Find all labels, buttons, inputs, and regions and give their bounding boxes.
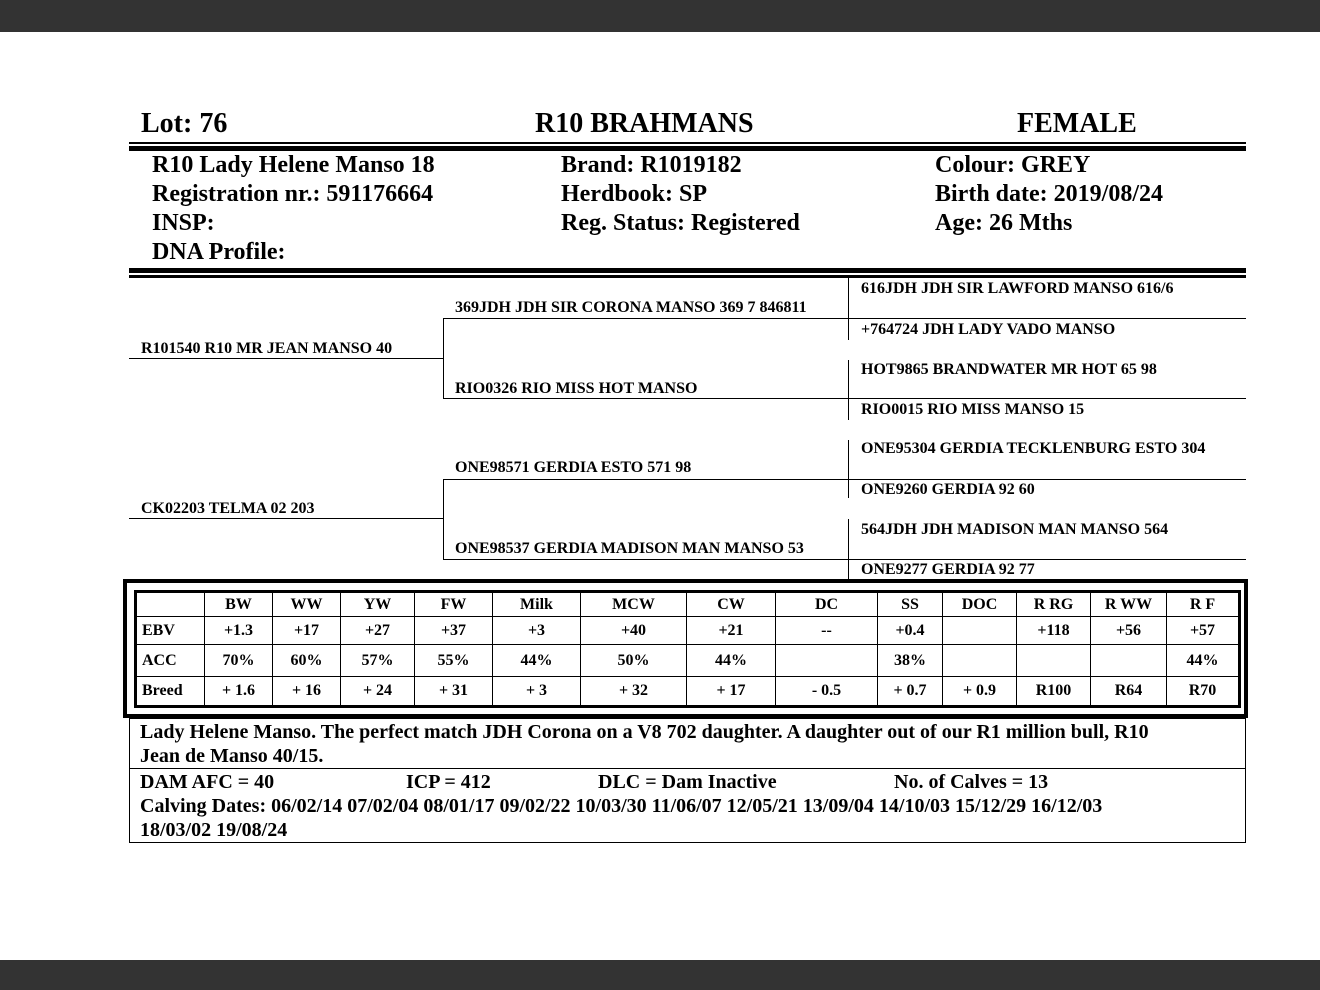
ebv-header-cell: MCW <box>581 592 687 617</box>
ebv-row-label: EBV <box>136 617 205 645</box>
breed-cell: + 0.7 <box>878 677 943 707</box>
colour: Colour: GREY <box>935 152 1091 178</box>
number-of-calves: No. of Calves = 13 <box>894 771 1049 793</box>
ebv-cell: +3 <box>493 617 581 645</box>
insp-label: INSP: <box>152 210 215 236</box>
pedigree-gen3-2: +764724 JDH LADY VADO MANSO <box>861 321 1116 338</box>
breed-row-label: Breed <box>136 677 205 707</box>
ebv-cell: -- <box>776 617 878 645</box>
breed-row <box>136 677 1240 707</box>
pedigree-dam: CK02203 TELMA 02 203 <box>141 500 315 517</box>
acc-cell: 57% <box>341 645 415 677</box>
acc-cell <box>1017 645 1091 677</box>
ebv-cell: +40 <box>581 617 687 645</box>
ebv-header-cell <box>136 592 205 617</box>
registration-number: Registration nr.: 591176664 <box>152 181 434 207</box>
pedigree-dam-dam: ONE98537 GERDIA MADISON MAN MANSO 53 <box>455 540 804 557</box>
pedigree-sire-dam: RIO0326 RIO MISS HOT MANSO <box>455 380 698 397</box>
acc-cell: 44% <box>493 645 581 677</box>
ebv-cell: +118 <box>1017 617 1091 645</box>
ebv-header-cell: FW <box>415 592 493 617</box>
pedigree-sire-sire: 369JDH JDH SIR CORONA MANSO 369 7 846811 <box>455 299 807 316</box>
acc-cell <box>1091 645 1167 677</box>
pedigree-gen3-7: 564JDH JDH MADISON MAN MANSO 564 <box>861 521 1169 538</box>
dam-dam-line <box>443 559 848 560</box>
pedigree-gen3-3: HOT9865 BRANDWATER MR HOT 65 98 <box>861 361 1157 378</box>
dna-profile-label: DNA Profile: <box>152 239 286 265</box>
dam-bracket <box>443 479 444 560</box>
brand: Brand: R1019182 <box>561 152 742 178</box>
acc-cell: 60% <box>273 645 341 677</box>
gen3-line-2 <box>848 398 1246 399</box>
ebv-header-cell: YW <box>341 592 415 617</box>
ebv-cell: +56 <box>1091 617 1167 645</box>
acc-cell: 50% <box>581 645 687 677</box>
description-line-2: Jean de Manso 40/15. <box>140 745 324 767</box>
ebv-cell <box>943 617 1017 645</box>
acc-cell: 70% <box>205 645 273 677</box>
pedigree-dam-sire: ONE98571 GERDIA ESTO 571 98 <box>455 459 692 476</box>
pedigree-gen3-1: 616JDH JDH SIR LAWFORD MANSO 616/6 <box>861 280 1174 297</box>
pedigree-gen3-6: ONE9260 GERDIA 92 60 <box>861 481 1035 498</box>
ebv-cell: +37 <box>415 617 493 645</box>
gen3-line-1 <box>848 318 1246 319</box>
acc-row <box>136 645 1240 677</box>
ebv-header-cell: BW <box>205 592 273 617</box>
gen3-bracket-1 <box>848 278 849 340</box>
description-line-1: Lady Helene Manso. The perfect match JDH Corona on a V8 702 daughter. A daughter out of our R1 million bull, R10 <box>140 721 1149 743</box>
ebv-row <box>136 617 1240 645</box>
breed-cell: + 32 <box>581 677 687 707</box>
breed-cell: + 24 <box>341 677 415 707</box>
ebv-header-cell: WW <box>273 592 341 617</box>
sire-dam-line <box>443 398 848 399</box>
sire-sire-line <box>443 318 848 319</box>
pedigree-top-line <box>129 277 1246 278</box>
pedigree-gen3-8: ONE9277 GERDIA 92 77 <box>861 561 1035 578</box>
acc-cell: 44% <box>687 645 776 677</box>
breed-cell: + 3 <box>493 677 581 707</box>
bottom-dark-bar <box>0 960 1320 990</box>
pedigree-gen3-4: RIO0015 RIO MISS MANSO 15 <box>861 401 1085 418</box>
pedigree-gen3-5: ONE95304 GERDIA TECKLENBURG ESTO 304 <box>861 440 1206 457</box>
acc-row-label: ACC <box>136 645 205 677</box>
breed-cell: + 16 <box>273 677 341 707</box>
ebv-cell: +1.3 <box>205 617 273 645</box>
sire-bracket <box>443 318 444 399</box>
ebv-header-cell: SS <box>878 592 943 617</box>
herdbook: Herdbook: SP <box>561 181 708 207</box>
registration-status: Reg. Status: Registered <box>561 210 800 236</box>
top-dark-bar <box>0 0 1320 32</box>
gen3-line-3 <box>848 479 1246 480</box>
breed-cell: + 31 <box>415 677 493 707</box>
acc-cell <box>776 645 878 677</box>
dam-line <box>129 518 443 519</box>
pedigree-sire: R101540 R10 MR JEAN MANSO 40 <box>141 340 393 357</box>
sex-label: FEMALE <box>1017 108 1137 139</box>
lot-number: Lot: 76 <box>141 108 228 139</box>
calving-dates-line-1: Calving Dates: 06/02/14 07/02/04 08/01/17 09/02/22 10/03/30 11/06/07 12/05/21 13/09/04 14/10/03 15/12/29 16/12/03 <box>140 795 1103 817</box>
header-rule-thin <box>129 142 1246 144</box>
gen3-bracket-3 <box>848 440 849 498</box>
ebv-header-cell: Milk <box>493 592 581 617</box>
dam-sire-line <box>443 479 848 480</box>
breed-cell: R70 <box>1167 677 1240 707</box>
ebv-header-cell: R RG <box>1017 592 1091 617</box>
dam-afc: DAM AFC = 40 <box>140 771 275 793</box>
animal-name: R10 Lady Helene Manso 18 <box>152 152 435 178</box>
acc-cell: 44% <box>1167 645 1240 677</box>
sire-line <box>129 358 443 359</box>
ebv-header-cell: DOC <box>943 592 1017 617</box>
breed-cell: + 17 <box>687 677 776 707</box>
gen3-bracket-4 <box>848 519 849 579</box>
ebv-header-cell: R F <box>1167 592 1240 617</box>
breed-cell: R100 <box>1017 677 1091 707</box>
notes-divider <box>129 768 1246 769</box>
ebv-header-cell: DC <box>776 592 878 617</box>
ebv-table <box>134 590 1241 708</box>
ebv-cell: +27 <box>341 617 415 645</box>
dlc: DLC = Dam Inactive <box>598 771 777 793</box>
header-rule-thick <box>129 146 1246 151</box>
acc-cell <box>943 645 1017 677</box>
breed-cell: + 1.6 <box>205 677 273 707</box>
breed-cell: R64 <box>1091 677 1167 707</box>
info-rule-thick <box>129 268 1246 273</box>
calving-dates-line-2: 18/03/02 19/08/24 <box>140 819 288 841</box>
ebv-header-cell: CW <box>687 592 776 617</box>
birth-date: Birth date: 2019/08/24 <box>935 181 1163 207</box>
icp: ICP = 412 <box>406 771 491 793</box>
ebv-cell: +57 <box>1167 617 1240 645</box>
ebv-cell: +21 <box>687 617 776 645</box>
ebv-cell: +17 <box>273 617 341 645</box>
breed-cell: + 0.9 <box>943 677 1017 707</box>
gen3-bracket-2 <box>848 360 849 420</box>
gen3-line-4 <box>848 559 1246 560</box>
acc-cell: 55% <box>415 645 493 677</box>
ebv-header-cell: R WW <box>1091 592 1167 617</box>
acc-cell: 38% <box>878 645 943 677</box>
ebv-cell: +0.4 <box>878 617 943 645</box>
age: Age: 26 Mths <box>935 210 1073 236</box>
breeder-title: R10 BRAHMANS <box>535 108 754 139</box>
breed-cell: - 0.5 <box>776 677 878 707</box>
ebv-header-row <box>136 592 1240 617</box>
